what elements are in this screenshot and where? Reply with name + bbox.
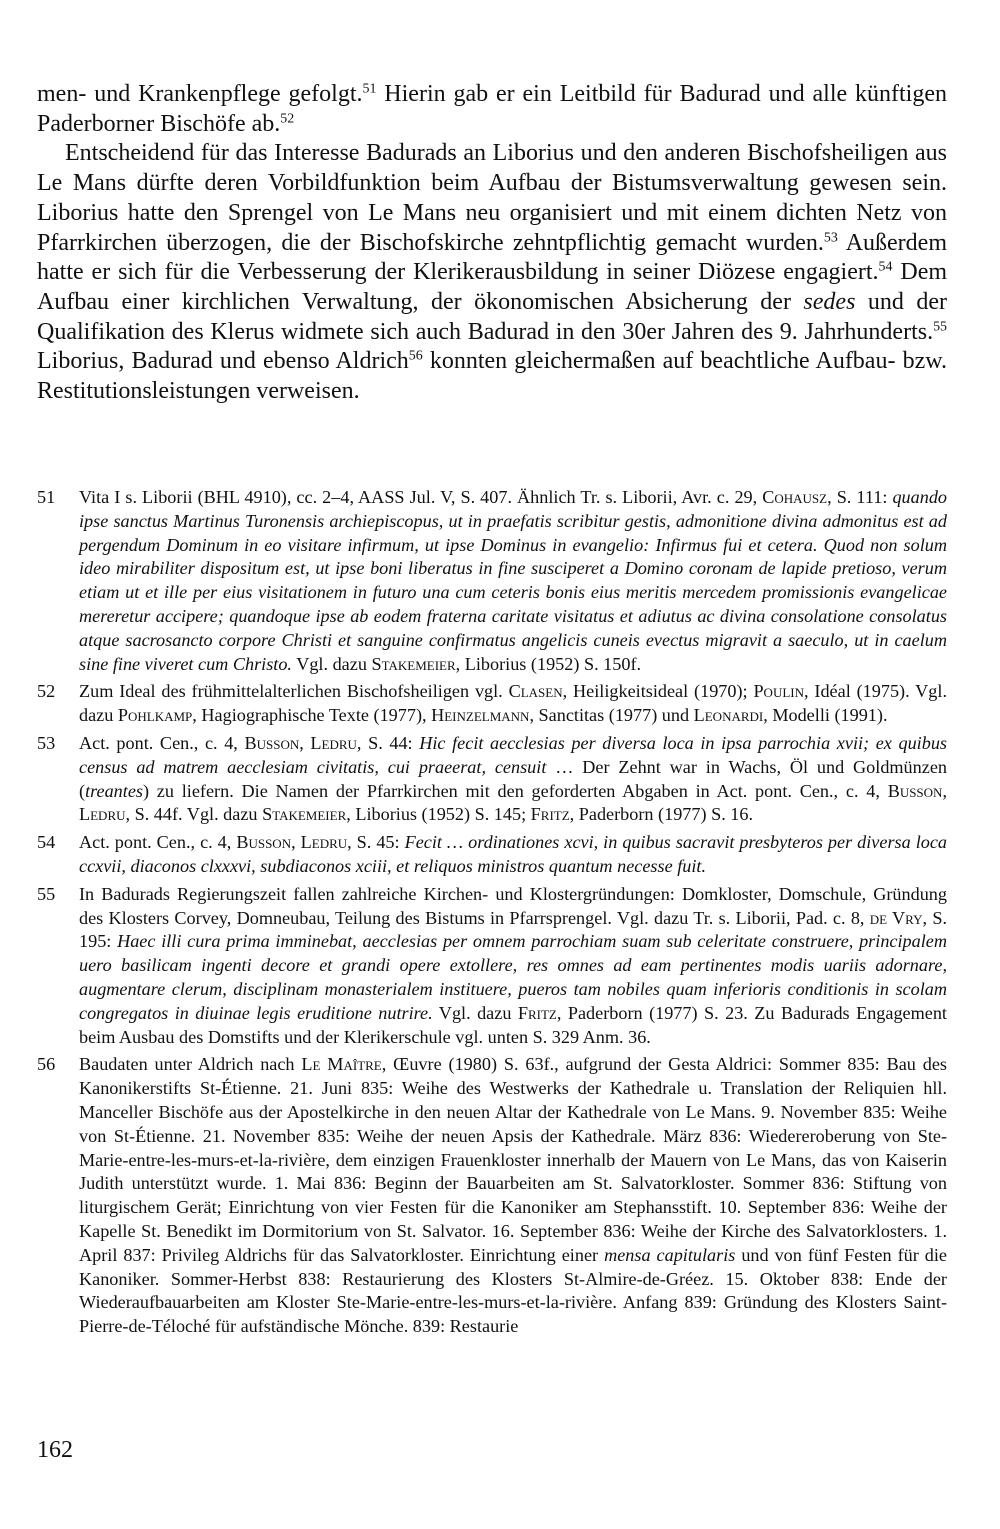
text-run: men- und Krankenpflege gefolgt. (37, 81, 363, 107)
author-name: Ledru (300, 832, 348, 853)
footnote-ref: 56 (408, 348, 423, 364)
text-run: Vgl. dazu (291, 653, 372, 674)
author-name: Poulin (753, 681, 804, 702)
text-run: , (291, 832, 301, 853)
author-name: Busson (244, 732, 300, 753)
author-name: Cohausz (762, 487, 828, 507)
text-run: … Der Zehnt war in Wachs, Öl und Goldmünzen ( (79, 756, 947, 801)
text-run: , S. 45: (347, 832, 405, 853)
text-run: , Œuvre (1980) S. 63f., aufgrund der Gesta Aldrici: Sommer 835: Bau des Kanonikerstifts St-Étienne. 21. Juni 835: Weihe des Westwerks der Kathedrale u. Translation der Reliquien hll. Manceller Bischöfe aus der Apostelkirche in den neuen Altar der Kathedrale von Le Mans. 9. November 835: Weihe von St-Étienne. 21. November 835: Weihe der neuen Apsis der Kathedrale. März 836: Wiedereroberung von Ste-Marie-entre-les-murs-et-la-rivière, dem einzigen Frauenkloster innerhalb der Mauern von Le Mans, das von Kaiserin Judith unterstützt wurde. 1. Mai 836: Beginn der Bauarbeiten am St. Salvatorkloster. Sommer 836: Stiftung von liturgischem Gerät; Einrichtung von vier Festen für die Kanoniker am Stephansstift. 10. September 836: Weihe der Kapelle St. Benedikt im Dormitorium von St. Salvator. 16. September 836: Weihe der Kirche des Salvatorklosters. 1. April 837: Privileg Aldrichs für das Salvatorkloster. Einrichtung einer (79, 1054, 947, 1265)
author-name: Pohlkamp (117, 705, 193, 726)
text-run: , (942, 780, 947, 801)
text-run: , Heiligkeitsideal (1970); (562, 681, 754, 702)
footnote-number: 53 (37, 732, 56, 753)
author-name: Busson (236, 832, 292, 853)
text-run: , S. 195: (79, 907, 947, 952)
body-paragraph (37, 139, 947, 406)
text-run: In Badurads Regierungszeit fallen zahlreiche Kirchen- und Klostergründungen: Domkloster, Domschule, Gründung des Klosters Corvey, Domneubau, Teilung des Bistums in Pfarrsprengel. Vgl. dazu Tr. s. Liborii, Pad. c. 8, (79, 883, 947, 928)
text-run: Act. pont. Cen., c. 4, (79, 832, 237, 853)
footnote (37, 680, 947, 728)
footnote-ref: 53 (823, 229, 838, 245)
body-paragraph (37, 80, 947, 139)
footnote-ref: 52 (280, 111, 295, 127)
italic-text: treantes (85, 780, 143, 801)
footnote (37, 883, 947, 1050)
text-run: Hierin gab er ein Leitbild für Badurad und alle künftigen Paderborner Bischöfe ab. (37, 81, 947, 137)
footnote-ref: 54 (878, 259, 893, 275)
text-run: , Idéal (1975). Vgl. dazu (79, 681, 947, 726)
author-name: Stakemeier (371, 653, 456, 674)
text-run: , Modelli (1991). (763, 705, 888, 726)
author-name: Le Maître (301, 1054, 382, 1075)
italic-text: sedes (803, 288, 856, 315)
author-name: Fritz (517, 1002, 557, 1023)
text-run: , (299, 732, 311, 753)
author-name: Fritz (530, 804, 570, 825)
text-run: ) zu liefern. Die Namen der Pfarrkirchen mit den geforderten Abgaben in Act. pont. Cen., c. 4, (142, 780, 888, 801)
text-run: und von fünf Festen für die Kanoniker. Sommer-Herbst 838: Restaurierung des Klosters St-Almire-de-Gréez. 15. Oktober 838: Ende der Wiederaufbauarbeiten am Kloster Ste-Marie-entre-les-murs-et-la-rivière. Anfang 839: Gründung des Klosters Saint-Pierre-de-Téloché für aufständische Mönche. 839: Restaurie (79, 1244, 947, 1337)
author-name: Leonardi (693, 705, 764, 726)
main-text (37, 80, 947, 407)
text-run: Entscheidend für das Interesse Badurads an Liborius und den anderen Bischofsheiligen aus Le Mans dürfte deren Vorbildfunktion beim Aufbau der Bistumsverwaltung gewesen sein. Liborius hatte den Sprengel von Le Mans neu organisiert und mit einem dichten Netz von Pfarrkirchen überzogen, die der Bischofskirche zehntpflichtig gemacht wurden. (37, 140, 947, 256)
page-number: 162 (37, 1437, 73, 1463)
footnote-number: 56 (37, 1054, 56, 1075)
author-name: Busson (887, 780, 943, 801)
footnotes (37, 486, 947, 1343)
text-run: , S. 44: (356, 732, 420, 753)
text-run: Liborius, Badurad und ebenso Aldrich (37, 348, 409, 375)
text-run: Act. pont. Cen., c. 4, (79, 732, 245, 753)
text-run: Zum Ideal des frühmittelalterlichen Bischofsheiligen vgl. (79, 681, 509, 702)
text-run: , Paderborn (1977) S. 16. (569, 804, 754, 825)
footnote-number: 52 (37, 681, 56, 702)
text-run: , Hagiographische Texte (1977), (192, 705, 432, 726)
author-name: Ledru (310, 732, 357, 753)
footnote-number: 54 (37, 832, 56, 853)
author-name: Clasen (508, 681, 563, 702)
footnote-ref: 55 (933, 319, 947, 334)
author-name: de Vry (869, 907, 923, 928)
text-run: , Liborius (1952) S. 145; (346, 804, 531, 825)
text-run: , Sanctitas (1977) und (529, 705, 694, 726)
text-run: Vgl. dazu (432, 1002, 518, 1023)
text-run: , S. 111: (827, 487, 893, 507)
text-run: konnten gleichermaßen auf beachtliche Aufbau- bzw. Restitutionsleistungen verweisen. (37, 348, 948, 405)
text-run: Baudaten unter Aldrich nach (79, 1054, 302, 1075)
italic-text: quando ipse sanctus Martinus Turonensis archiepiscopus, ut in praefatis scribitur gestis, admonitione divina admonitus est ad pergendum Dominum in eo visitare infirmum, ut ipse Dominus in evangelio: Infirmus fui et cetera. Quod non solum ideo mirabiliter dispositum est, ut ipse boni liberatus in fine susciperet a Domino coronam de lapide pretioso, verum etiam ut et ille per eius visitationem in futuro una cum ceteris bonis eius meritis mercedem promissionis evangelicae mereretur accipere; quandoque ipse ab eodem fraterna caritate visitatus et adiutus ac divina consolatione consolatus atque sacrosancto corpore Christi et sanguine confirmatus angelicis cuneis evectus migravit a saeculo, ut in caelum sine fine viveret cum Christo. (79, 487, 947, 674)
footnote-number: 55 (37, 883, 56, 904)
text-run: , S. 44f. Vgl. dazu (125, 804, 263, 825)
italic-text: Fecit … ordinationes xcvi, in quibus sacravit presbyteros per diversa loca ccxvii, diaconos clxxxvi, subdiaconos xciii, et reliquos ministros quantum necesse fuit. (79, 832, 948, 876)
author-name: Heinzelmann (431, 705, 530, 726)
author-name: Ledru (79, 804, 126, 825)
text-run: und der Qualifikation des Klerus widmete sich auch Badurad in den 30er Jahren des 9. Jahrhunderts. (37, 288, 947, 345)
footnote (37, 732, 947, 827)
text-run: Vita I s. Liborii (BHL 4910), cc. 2–4, AASS Jul. V, S. 407. Ähnlich Tr. s. Liborii, Avr. c. 29, (79, 487, 763, 507)
footnote (37, 1053, 947, 1339)
italic-text: mensa capitularis (604, 1244, 736, 1265)
text-run: Dem Aufbau einer kirchlichen Verwaltung, der ökonomischen Absicherung der (37, 259, 948, 315)
italic-text: Haec illi cura prima imminebat, aecclesias per omnem parrochiam suam sub celeritate construere, principalem uero basilicam ingenti decore et grandi opere extollere, res omnes ad eam pertinentes modis uariis adornare, augmentare clerum, disciplinam monasterialem instituere, pueros tam nobiles quam inferioris conditionis in scolam congregatos in diuinae legis eruditione nutrire. (79, 931, 947, 1023)
text-run: Außerdem hatte er sich für die Verbesserung der Klerikerausbildung in seiner Diözese engagiert. (37, 229, 947, 286)
footnote (37, 831, 947, 879)
footnote-number: 51 (37, 487, 56, 507)
author-name: Stakemeier (262, 804, 347, 825)
text-run: , Paderborn (1977) S. 23. Zu Badurads Engagement beim Ausbau des Domstifts und der Klerikerschule vgl. unten S. 329 Anm. 36. (79, 1002, 947, 1047)
footnote (37, 486, 947, 676)
text-run: , Liborius (1952) S. 150f. (455, 653, 642, 674)
italic-text: Hic fecit aecclesias per diversa loca in ipsa parrochia xvii; ex quibus census ad matrem aecclesiam civitatis, cui praeerat, censuit (79, 732, 948, 777)
footnote-ref: 51 (362, 81, 377, 97)
